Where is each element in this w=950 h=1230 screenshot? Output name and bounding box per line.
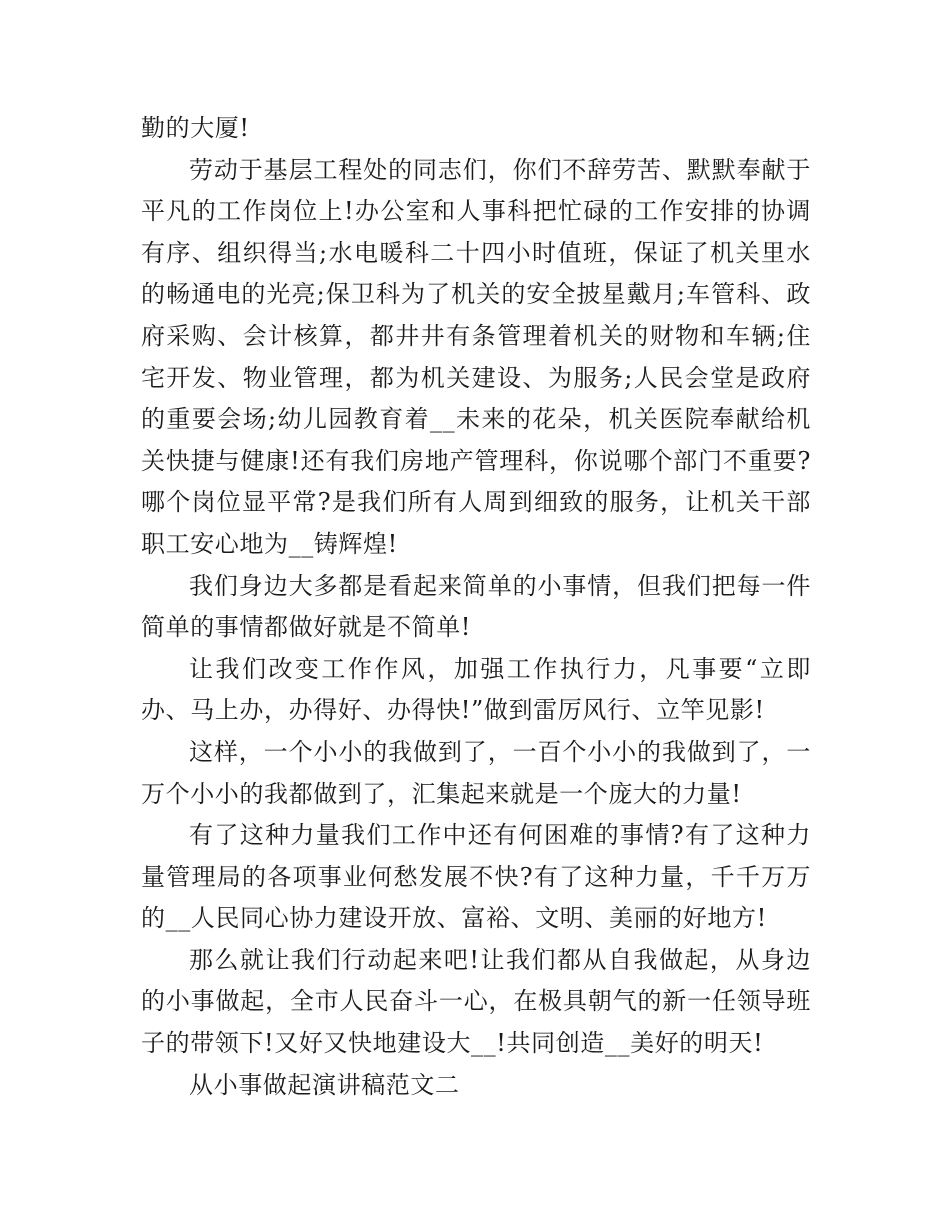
- paragraph-work-style: 让我们改变工作作风，加强工作执行力，凡事要“立即办、马上办，办得好、办得快!”做到雷厉风行、立竿见影!: [141, 654, 811, 725]
- paragraph-collective-power: 这样，一个小小的我做到了，一百个小小的我做到了，一万个小小的我都做到了，汇集起来就是一个庞大的力量!: [141, 737, 811, 808]
- paragraph-call-to-action: 那么就让我们行动起来吧!让我们都从自我做起，从身边的小事做起，全市人民奋斗一心，在极具朝气的新一任领导班子的带领下!又好又快地建设大__!共同创造__美好的明天!: [141, 945, 811, 1058]
- paragraph-departments: 劳动于基层工程处的同志们，你们不辞劳苦、默默奉献于平凡的工作岗位上!办公室和人事科把忙碌的工作安排的协调有序、组织得当;水电暖科二十四小时值班，保证了机关里水的畅通电的光亮;保卫科为了机关的安全披星戴月;车管科、政府采购、会计核算，都井井有条管理着机关的财物和车辆;住宅开发、物业管理，都为机关建设、为服务;人民会堂是政府的重要会场;幼儿园教育着__未来的花朵，机关医院奉献给机关快捷与健康!还有我们房地产管理科，你说哪个部门不重要?哪个岗位显平常?是我们所有人周到细致的服务，让机关干部职工安心地为__铸辉煌!: [141, 155, 811, 558]
- document-page: [141, 108, 811, 1106]
- paragraph-this-power: 有了这种力量我们工作中还有何困难的事情?有了这种力量管理局的各项事业何愁发展不快?有了这种力量，千千万万的__人民同心协力建设开放、富裕、文明、美丽的好地方!: [141, 821, 811, 933]
- paragraph-continuation: 勤的大厦!: [141, 114, 250, 142]
- paragraph-small-things: 我们身边大多都是看起来简单的小事情，但我们把每一件简单的事情都做好就是不简单!: [141, 571, 811, 642]
- section-heading: 从小事做起演讲稿范文二: [189, 1070, 460, 1099]
